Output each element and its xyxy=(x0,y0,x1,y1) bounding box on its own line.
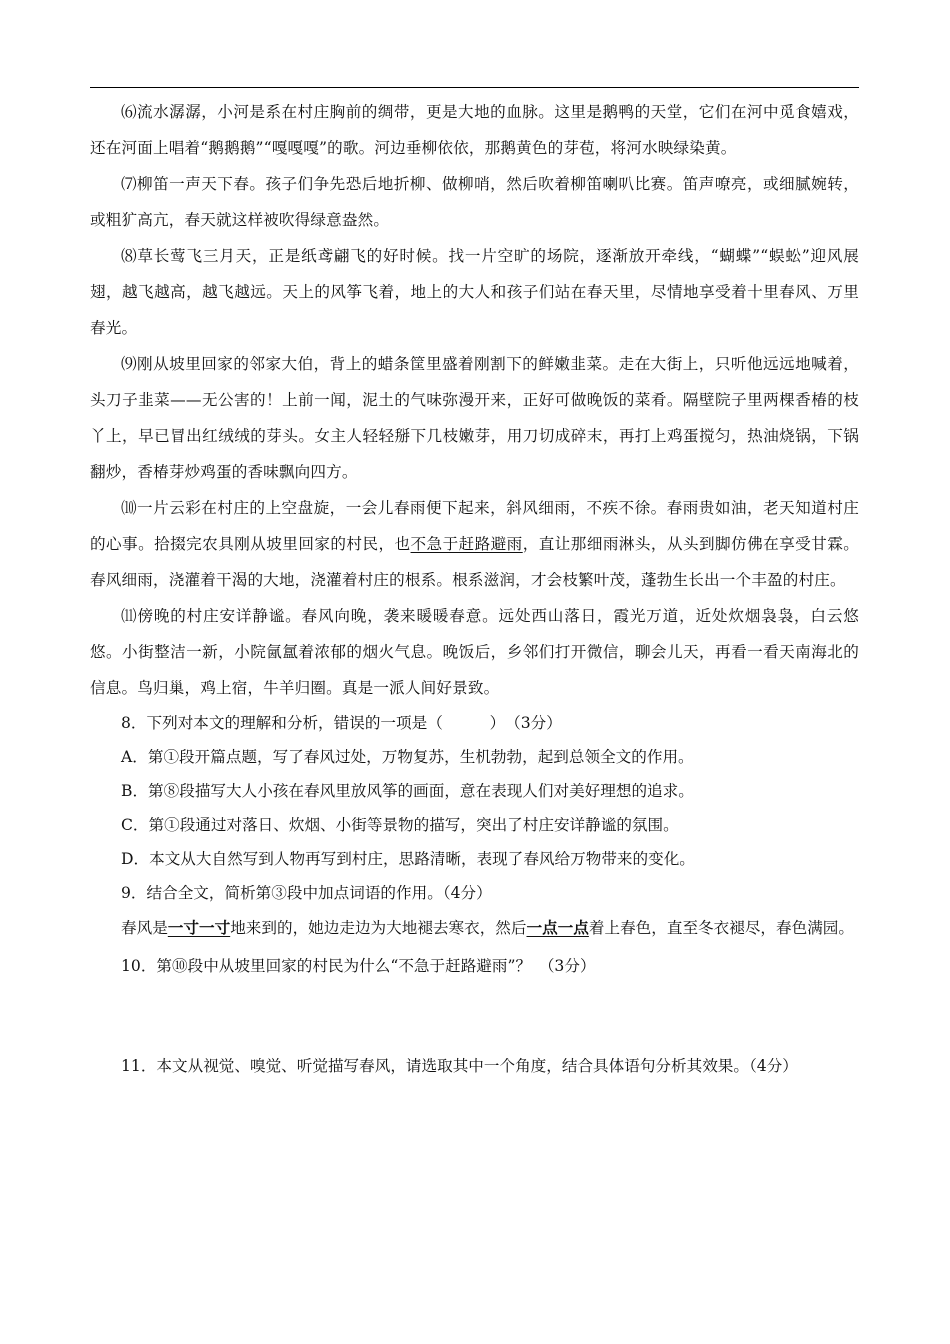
underlined-phrase: 不急于赶路避雨 xyxy=(410,535,523,553)
question-8-option-c: C．第①段通过对落日、炊烟、小街等景物的描写，突出了村庄安详静谧的氛围。 xyxy=(121,816,679,834)
question-9: 9．结合全文，简析第③段中加点词语的作用。（4分） xyxy=(121,884,492,902)
question-8-option-a: A．第①段开篇点题，写了春风过处，万物复苏，生机勃勃，起到总领全文的作用。 xyxy=(121,748,694,766)
paragraph-9: ⑼刚从坡里回家的邻家大伯，背上的蜡条筐里盛着刚割下的鲜嫩韭菜。走在大街上，只听他远远地喊着，头刀子韭菜——无公害的！上前一闻，泥土的气味弥漫开来，正好可做晚饭的菜肴。隔壁院子里两棵香椿的枝丫上，早已冒出红绒绒的芽头。女主人轻轻掰下几枝嫩芽，用刀切成碎末，再打上鸡蛋搅匀，热油烧锅，下锅翻炒，香椿芽炒鸡蛋的香味飘向四方。 xyxy=(90,355,859,481)
paragraph-10-text-b: ，直让那细雨淋头，从头到脚仿佛在享受甘霖。春风细雨，浇灌着干渴的大地，浇灌着村庄的根系。根系滋润，才会枝繁叶茂，蓬勃生长出一个丰盈的村庄。 xyxy=(90,535,859,589)
paragraph-6: ⑹流水潺潺，小河是系在村庄胸前的绸带，更是大地的血脉。这里是鹅鸭的天堂，它们在河中觅食嬉戏，还在河面上唱着“鹅鹅鹅”“嘎嘎嘎”的歌。河边垂柳依依，那鹅黄色的芽苞，将河水映绿染黄。 xyxy=(90,103,859,157)
quote-text-a: 春风是 xyxy=(121,919,168,937)
question-8: 8．下列对本文的理解和分析，错误的一项是（ ） （3分） xyxy=(121,714,562,732)
paragraph-7: ⑺柳笛一声天下春。孩子们争先恐后地折柳、做柳哨，然后吹着柳笛喇叭比赛。笛声嘹亮，或细腻婉转，或粗犷高亢，春天就这样被吹得绿意盎然。 xyxy=(90,175,859,229)
paragraph-10 xyxy=(90,490,859,598)
emphasized-phrase-1: 一寸一寸 xyxy=(167,918,231,937)
question-8-option-b: B．第⑧段描写大人小孩在春风里放风筝的画面，意在表现人们对美好理想的追求。 xyxy=(121,782,694,800)
answer-space-10 xyxy=(90,983,859,1049)
quote-text-c: 着上春色，直至冬衣褪尽，春色满园。 xyxy=(588,919,854,937)
document-body xyxy=(90,94,859,1083)
paragraph-8: ⑻草长莺飞三月天，正是纸鸢翩飞的好时候。找一片空旷的场院，逐渐放开牵线，“蝴蝶”“蜈蚣”迎风展翅，越飞越高，越飞越远。天上的风筝飞着，地上的大人和孩子们站在春天里，尽情地享受着十里春风、万里春光。 xyxy=(90,247,859,337)
paragraph-10-text-a: ⑽一片云彩在村庄的上空盘旋，一会儿春雨便下起来，斜风细雨，不疾不徐。春雨贵如油，老天知道村庄的心事。拾掇完农具刚从坡里回家的村民，也 xyxy=(90,499,859,553)
question-9-quote xyxy=(90,910,859,946)
paragraph-11: ⑾傍晚的村庄安详静谧。春风向晚，袭来暖暖春意。远处西山落日，霞光万道，近处炊烟袅袅，白云悠悠。小街整洁一新，小院氤氲着浓郁的烟火气息。晚饭后，乡邻们打开微信，聊会儿天，再看一看天南海北的信息。鸟归巢，鸡上宿，牛羊归圈。真是一派人间好景致。 xyxy=(90,607,859,697)
top-rule xyxy=(90,87,859,88)
quote-text-b: 地来到的，她边走边为大地褪去寒衣，然后 xyxy=(230,919,527,937)
question-8-option-d: D．本文从大自然写到人物再写到村庄，思路清晰，表现了春风给万物带来的变化。 xyxy=(121,850,695,868)
emphasized-phrase-2: 一点一点 xyxy=(526,918,589,937)
question-10: 10．第⑩段中从坡里回家的村民为什么“不急于赶路避雨”？ （3分） xyxy=(121,957,596,975)
question-11: 11．本文从视觉、嗅觉、听觉描写春风，请选取其中一个角度，结合具体语句分析其效果。（4分） xyxy=(121,1057,798,1075)
